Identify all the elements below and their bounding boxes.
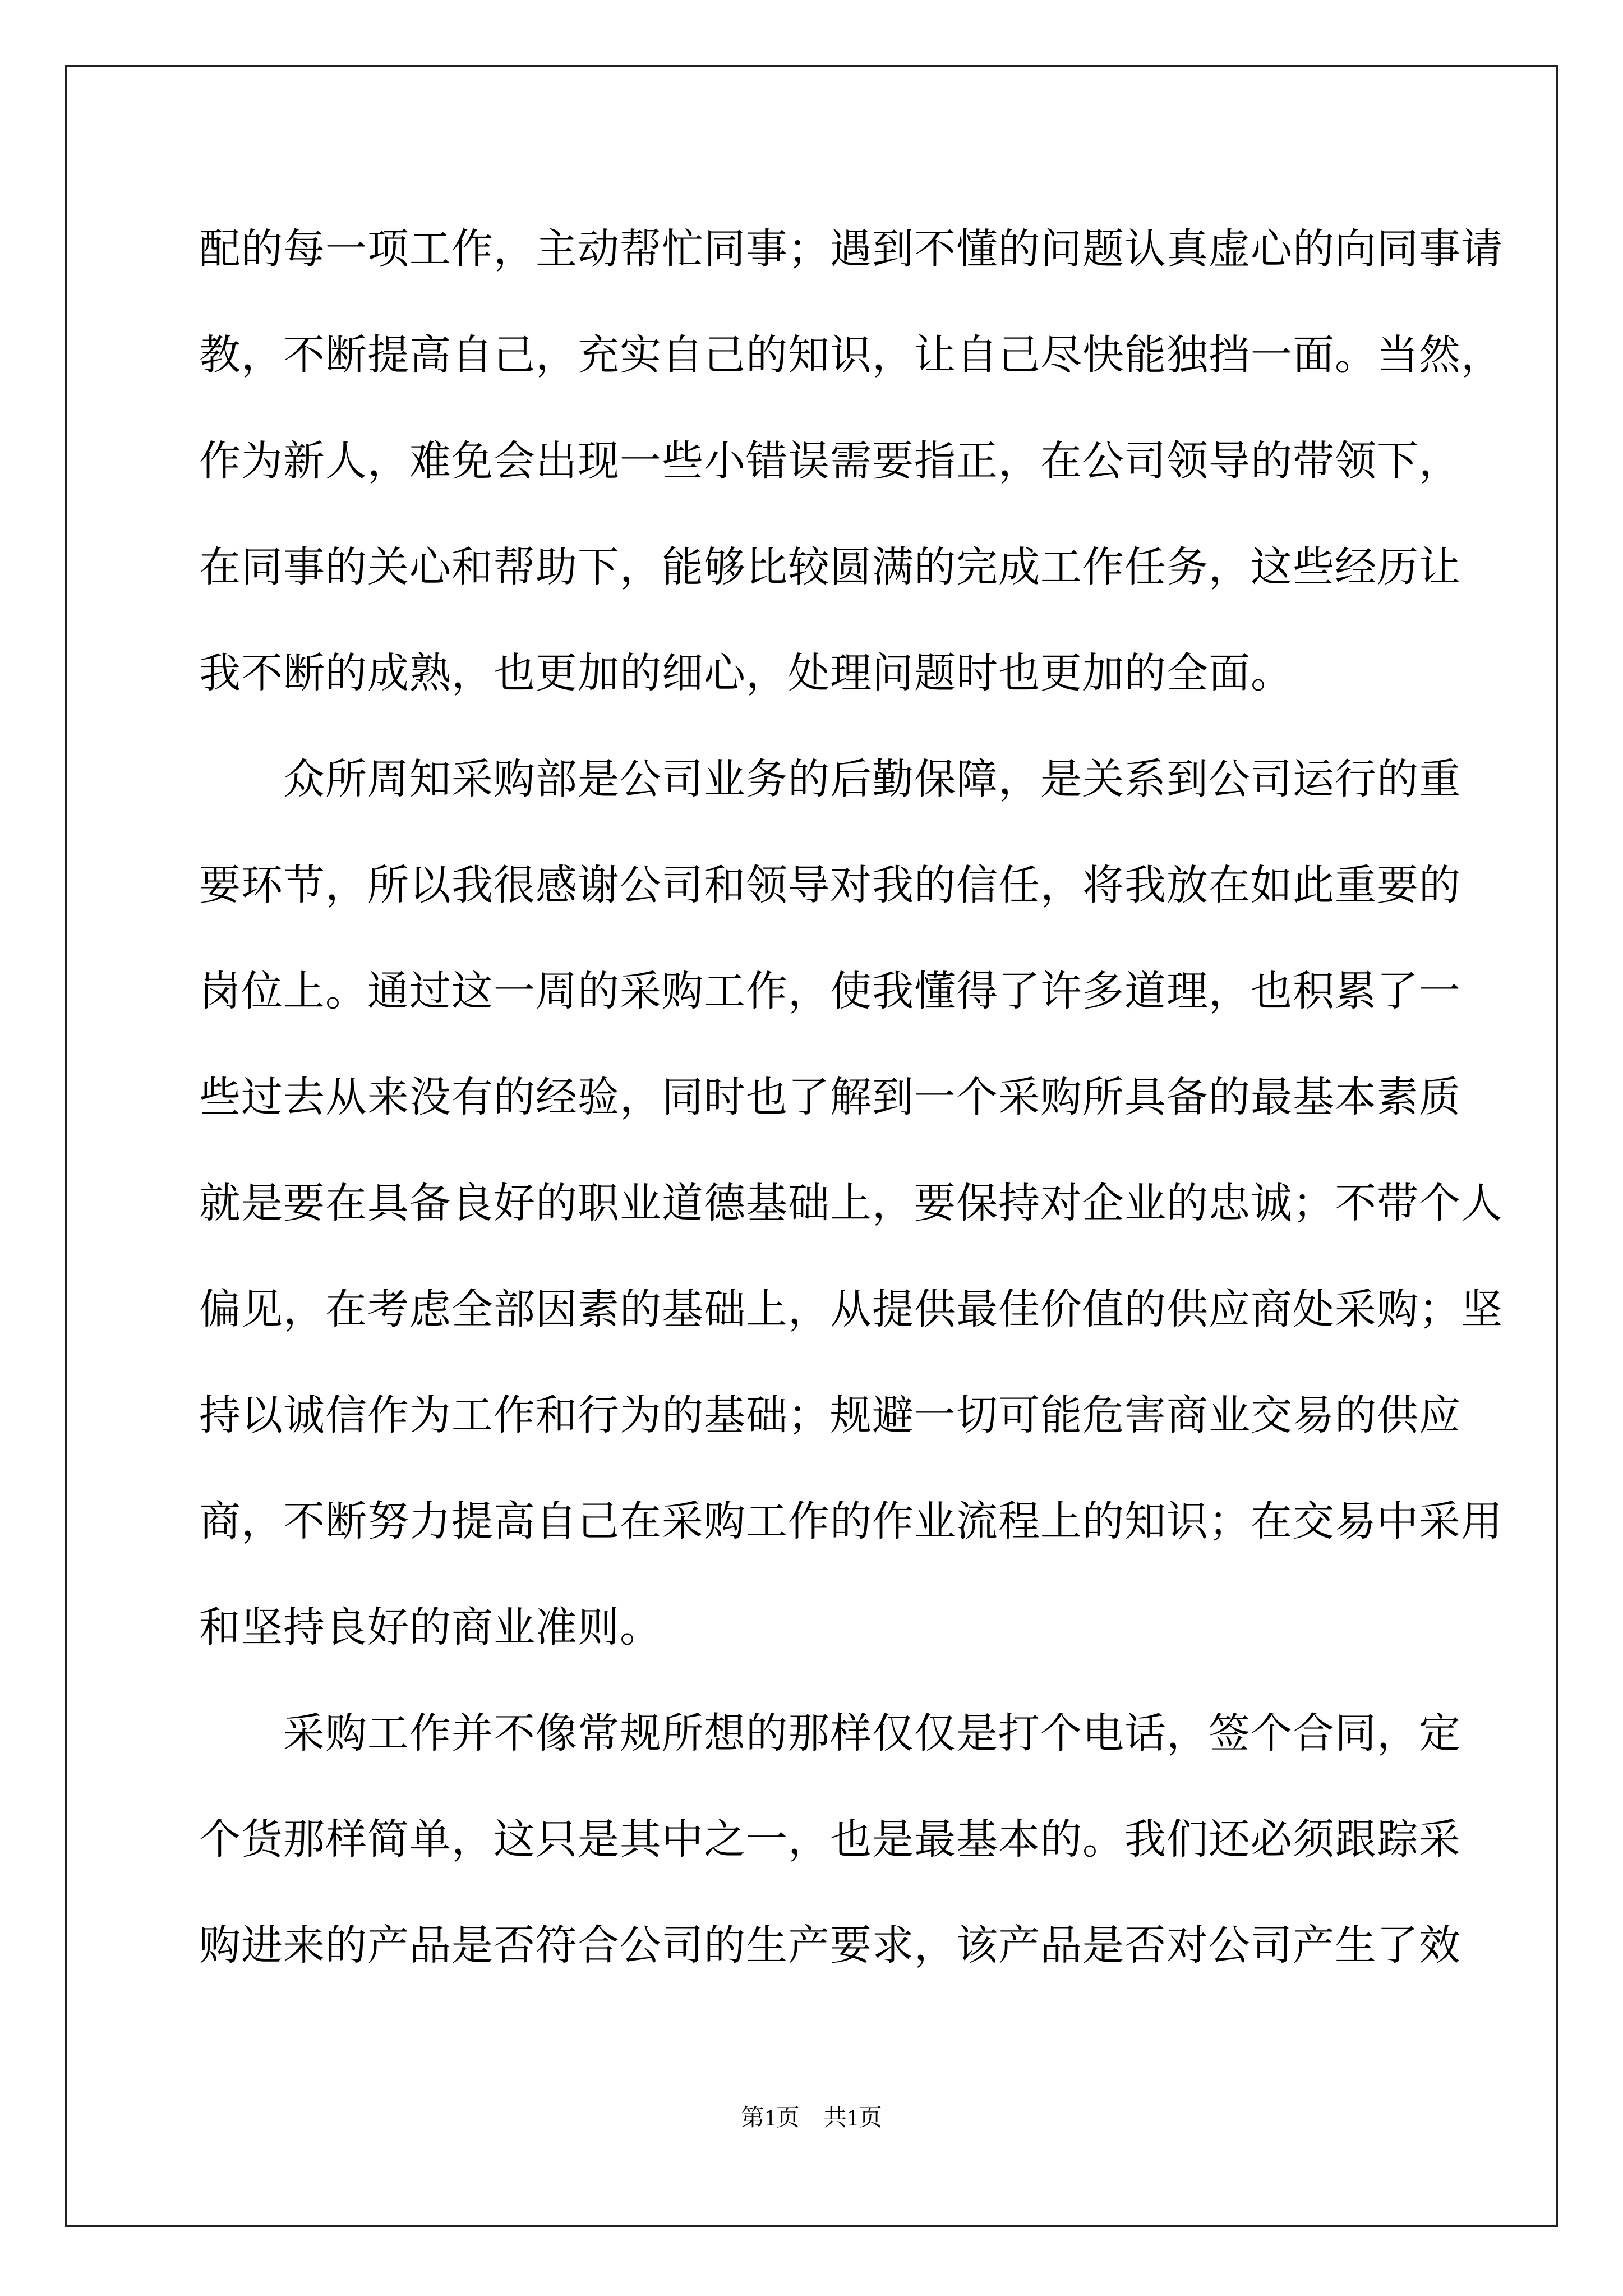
text-line: 要环节，所以我很感谢公司和领导对我的信任，将我放在如此重要的 — [199, 861, 1461, 909]
text-line: 配的每一项工作，主动帮忙同事；遇到不懂的问题认真虚心的向同事请 — [199, 225, 1503, 273]
text-line: 就是要在具备良好的职业道德基础上，要保持对企业的忠诚；不带个人 — [199, 1179, 1503, 1227]
text-line: 持以诚信作为工作和行为的基础；规避一切可能危害商业交易的供应 — [199, 1391, 1461, 1439]
paragraph-first-line: 众所周知采购部是公司业务的后勤保障，是关系到公司运行的重 — [283, 755, 1461, 803]
text-line: 我不断的成熟，也更加的细心，处理问题时也更加的全面。 — [199, 649, 1293, 697]
text-line: 商，不断努力提高自己在采购工作的作业流程上的知识；在交易中采用 — [199, 1497, 1503, 1545]
text-line: 教，不断提高自己，充实自己的知识，让自己尽快能独挡一面。当然， — [199, 331, 1503, 379]
text-line: 个货那样简单，这只是其中之一，也是最基本的。我们还必须跟踪采 — [199, 1815, 1461, 1864]
text-line: 购进来的产品是否符合公司的生产要求，该产品是否对公司产生了效 — [199, 1921, 1461, 1970]
paragraph-first-line: 采购工作并不像常规所想的那样仅仅是打个电话，签个合同，定 — [283, 1709, 1461, 1757]
text-line: 偏见，在考虑全部因素的基础上，从提供最佳价值的供应商处采购；坚 — [199, 1285, 1503, 1333]
text-line: 在同事的关心和帮助下，能够比较圆满的完成工作任务，这些经历让 — [199, 543, 1461, 591]
text-line: 岗位上。通过这一周的采购工作，使我懂得了许多道理，也积累了一 — [199, 967, 1461, 1015]
text-line: 和坚持良好的商业准则。 — [199, 1603, 662, 1651]
document-body — [199, 196, 1503, 1999]
page-number-footer: 第1页 共1页 — [740, 2105, 882, 2131]
text-line: 作为新人，难免会出现一些小错误需要指正，在公司领导的带领下， — [199, 437, 1461, 485]
text-line: 些过去从来没有的经验，同时也了解到一个采购所具备的最基本素质 — [199, 1073, 1461, 1121]
